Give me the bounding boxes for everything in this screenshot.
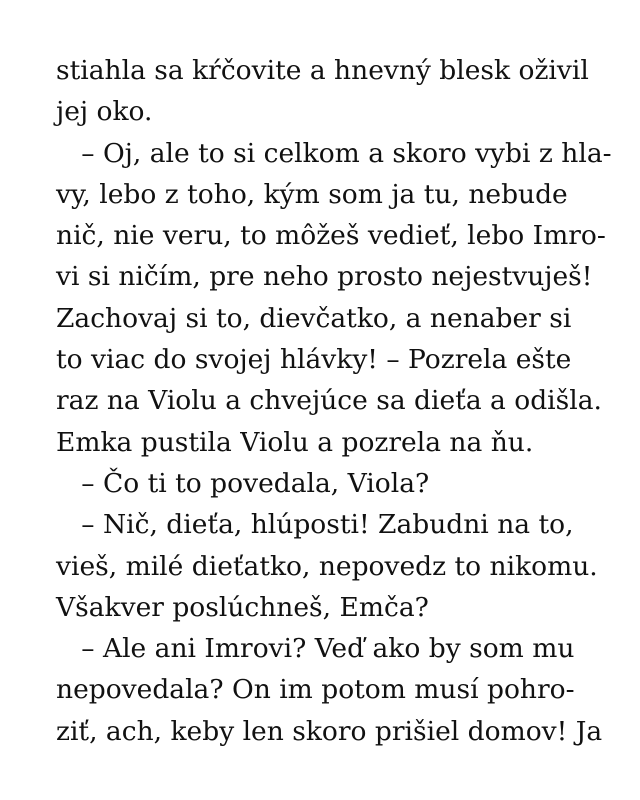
text-line: nepovedala? On im potom musí pohro- xyxy=(56,674,575,706)
text-line: Všakver poslúchneš, Emča? xyxy=(56,591,429,623)
text-line: – Oj, ale to si celkom a skoro vybi z hla- xyxy=(56,137,612,169)
text-line: vy, lebo z toho, kým som ja tu, nebude xyxy=(56,178,568,210)
text-line: to viac do svojej hlávky! – Pozrela ešte xyxy=(56,344,572,376)
text-line: vi si ničím, pre neho prosto nejestvuješ! xyxy=(56,261,593,293)
text-line: ziť, ach, keby len skoro prišiel domov! Ja xyxy=(56,715,603,747)
text-line: jej oko. xyxy=(56,96,153,128)
text-line: vieš, milé dieťatko, nepovedz to nikomu. xyxy=(56,550,598,582)
body-text xyxy=(56,50,612,752)
text-line: – Ale ani Imrovi? Veď ako by som mu xyxy=(56,633,575,665)
text-line: – Čo ti to povedala, Viola? xyxy=(56,467,430,499)
text-line: Emka pustila Violu a pozrela na ňu. xyxy=(56,426,534,458)
text-line: stiahla sa kŕčovite a hnevný blesk oživil xyxy=(56,55,589,86)
text-line: – Nič, dieťa, hlúposti! Zabudni na to, xyxy=(56,509,574,541)
text-line: nič, nie veru, to môžeš vedieť, lebo Imro- xyxy=(56,220,606,252)
text-line: Zachovaj si to, dievčatko, a nenaber si xyxy=(56,302,572,334)
text-line: raz na Violu a chvejúce sa dieťa a odišla. xyxy=(56,385,602,417)
